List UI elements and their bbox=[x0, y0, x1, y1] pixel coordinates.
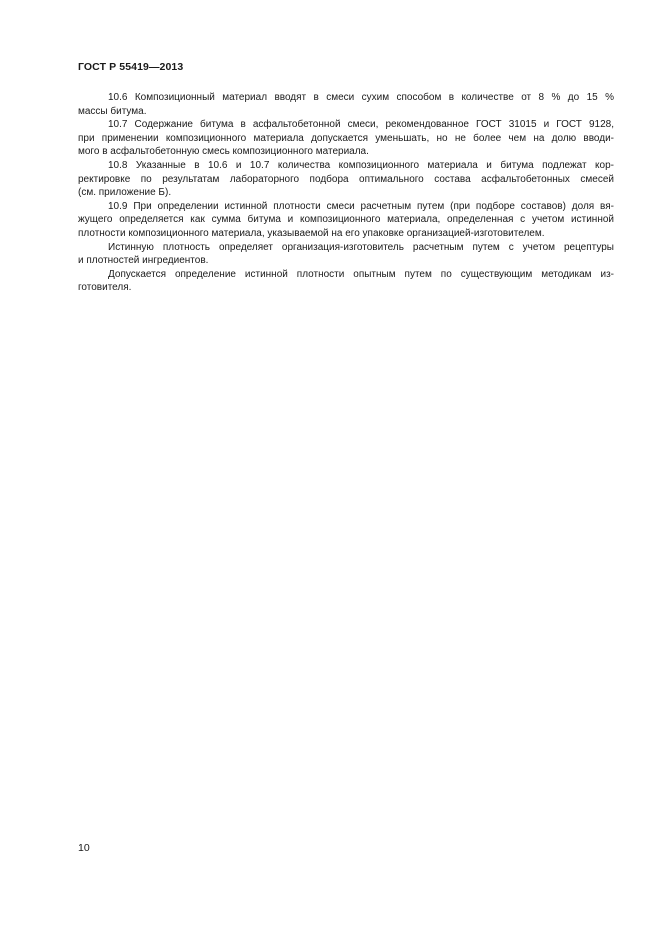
text-line: 10.9 При определении истинной плотности смеси расчетным путем (при подборе составов) доля вя- bbox=[108, 200, 614, 212]
text-line: массы битума. bbox=[78, 105, 147, 117]
text-line: (см. приложение Б). bbox=[78, 187, 172, 199]
paragraph-10-7 bbox=[78, 118, 614, 159]
text-line: при применении композиционного материала допускается уменьшать, но не более чем на долю вводи- bbox=[78, 132, 614, 144]
standard-id: ГОСТ Р 55419—2013 bbox=[78, 61, 184, 73]
paragraph-10-9 bbox=[78, 200, 614, 241]
text-line: и плотностей ингредиентов. bbox=[78, 255, 209, 267]
paragraph-density-experimental bbox=[78, 268, 614, 295]
text-line: готовителя. bbox=[78, 282, 132, 294]
text-line: ректировке по результатам лабораторного подбора оптимального состава асфальтобетонных смесей bbox=[78, 173, 614, 185]
text-line: 10.8 Указанные в 10.6 и 10.7 количества композиционного материала и битума подлежат кор- bbox=[108, 159, 614, 171]
text-line: 10.7 Содержание битума в асфальтобетонной смеси, рекомендованное ГОСТ 31015 и ГОСТ 9128, bbox=[108, 119, 614, 131]
text-line: Истинную плотность определяет организация-изготовитель расчетным путем с учетом рецептуры bbox=[108, 241, 614, 253]
text-line: мого в асфальтобетонную смесь композиционного материала. bbox=[78, 146, 369, 158]
text-line: Допускается определение истинной плотности опытным путем по существующим методикам из- bbox=[108, 268, 614, 280]
paragraph-10-6 bbox=[78, 91, 614, 118]
paragraph-density-manufacturer bbox=[78, 241, 614, 268]
document-body bbox=[78, 91, 614, 295]
paragraph-10-8 bbox=[78, 159, 614, 200]
page-number: 10 bbox=[78, 842, 90, 854]
text-line: жущего определяется как сумма битума и композиционного материала, определенная с учетом истинной bbox=[78, 214, 614, 226]
text-line: плотности композиционного материала, указываемой на его упаковке организацией-изготовителем. bbox=[78, 227, 545, 239]
document-header bbox=[78, 61, 183, 73]
text-line: 10.6 Композиционный материал вводят в смеси сухим способом в количестве от 8 % до 15 % bbox=[108, 92, 614, 103]
